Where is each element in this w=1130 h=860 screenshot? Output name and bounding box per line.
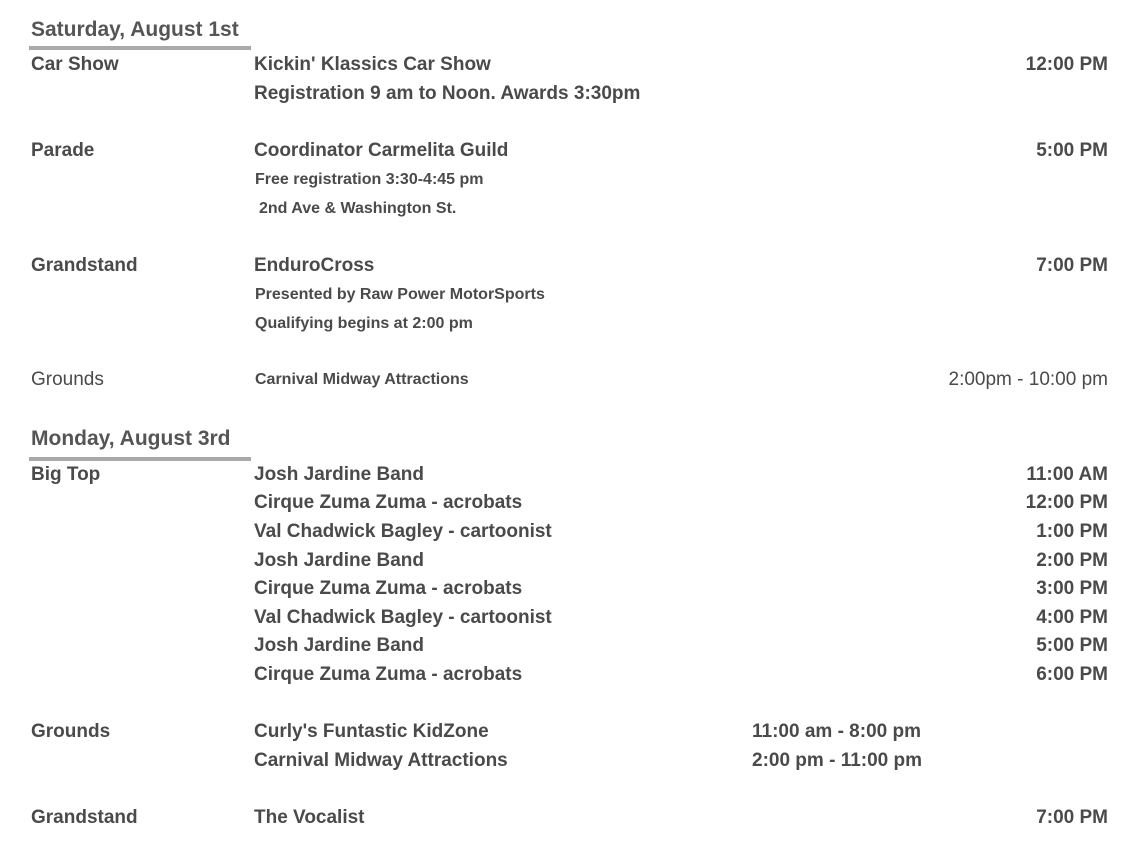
category-label: Parade (31, 140, 95, 161)
category-label: Grounds (31, 721, 111, 742)
event-title: Cirque Zuma Zuma - acrobats (254, 492, 523, 513)
event-title: Carnival Midway Attractions (254, 750, 508, 771)
event-title: Carnival Midway Attractions (255, 371, 469, 388)
heading-underline (29, 457, 251, 461)
event-time: 4:00 PM (1036, 607, 1108, 628)
event-title: Curly's Funtastic KidZone (254, 721, 489, 742)
event-title: The Vocalist (254, 807, 365, 828)
event-time: 2:00 PM (1036, 550, 1108, 571)
category-label: Car Show (31, 54, 119, 75)
event-time: 6:00 PM (1036, 664, 1108, 685)
event-title: Kickin' Klassics Car Show (254, 54, 491, 75)
event-title: Coordinator Carmelita Guild (254, 140, 509, 161)
event-detail: Free registration 3:30-4:45 pm (255, 171, 484, 188)
event-time: 7:00 PM (1036, 255, 1108, 276)
event-time: 5:00 PM (1036, 635, 1108, 656)
event-detail: 2nd Ave & Washington St. (259, 200, 457, 217)
event-time: 1:00 PM (1036, 521, 1108, 542)
event-time: 12:00 PM (1025, 54, 1108, 75)
day-heading: Monday, August 3rd (31, 427, 231, 450)
event-title: Cirque Zuma Zuma - acrobats (254, 664, 523, 685)
heading-underline (29, 46, 251, 50)
event-title: Josh Jardine Band (254, 635, 424, 656)
event-detail: Registration 9 am to Noon. Awards 3:30pm (254, 83, 641, 104)
event-title: Cirque Zuma Zuma - acrobats (254, 578, 523, 599)
event-time: 3:00 PM (1036, 578, 1108, 599)
category-label: Grounds (31, 369, 104, 390)
event-title: Josh Jardine Band (254, 464, 424, 485)
event-title: Val Chadwick Bagley - cartoonist (254, 521, 552, 542)
category-label: Grandstand (31, 255, 138, 276)
event-time: 11:00 AM (1026, 464, 1108, 485)
event-title: Josh Jardine Band (254, 550, 424, 571)
event-time: 5:00 PM (1036, 140, 1108, 161)
event-time: 11:00 am - 8:00 pm (752, 721, 921, 742)
category-label: Big Top (31, 464, 101, 485)
event-detail: Qualifying begins at 2:00 pm (255, 315, 473, 332)
category-label: Grandstand (31, 807, 138, 828)
day-heading: Saturday, August 1st (31, 18, 239, 41)
event-time: 12:00 PM (1025, 492, 1108, 513)
event-title: Val Chadwick Bagley - cartoonist (254, 607, 552, 628)
event-time: 2:00pm - 10:00 pm (948, 369, 1108, 390)
event-time: 7:00 PM (1036, 807, 1108, 828)
event-title: EnduroCross (254, 255, 375, 276)
event-time: 2:00 pm - 11:00 pm (752, 750, 923, 771)
event-detail: Presented by Raw Power MotorSports (255, 286, 545, 303)
